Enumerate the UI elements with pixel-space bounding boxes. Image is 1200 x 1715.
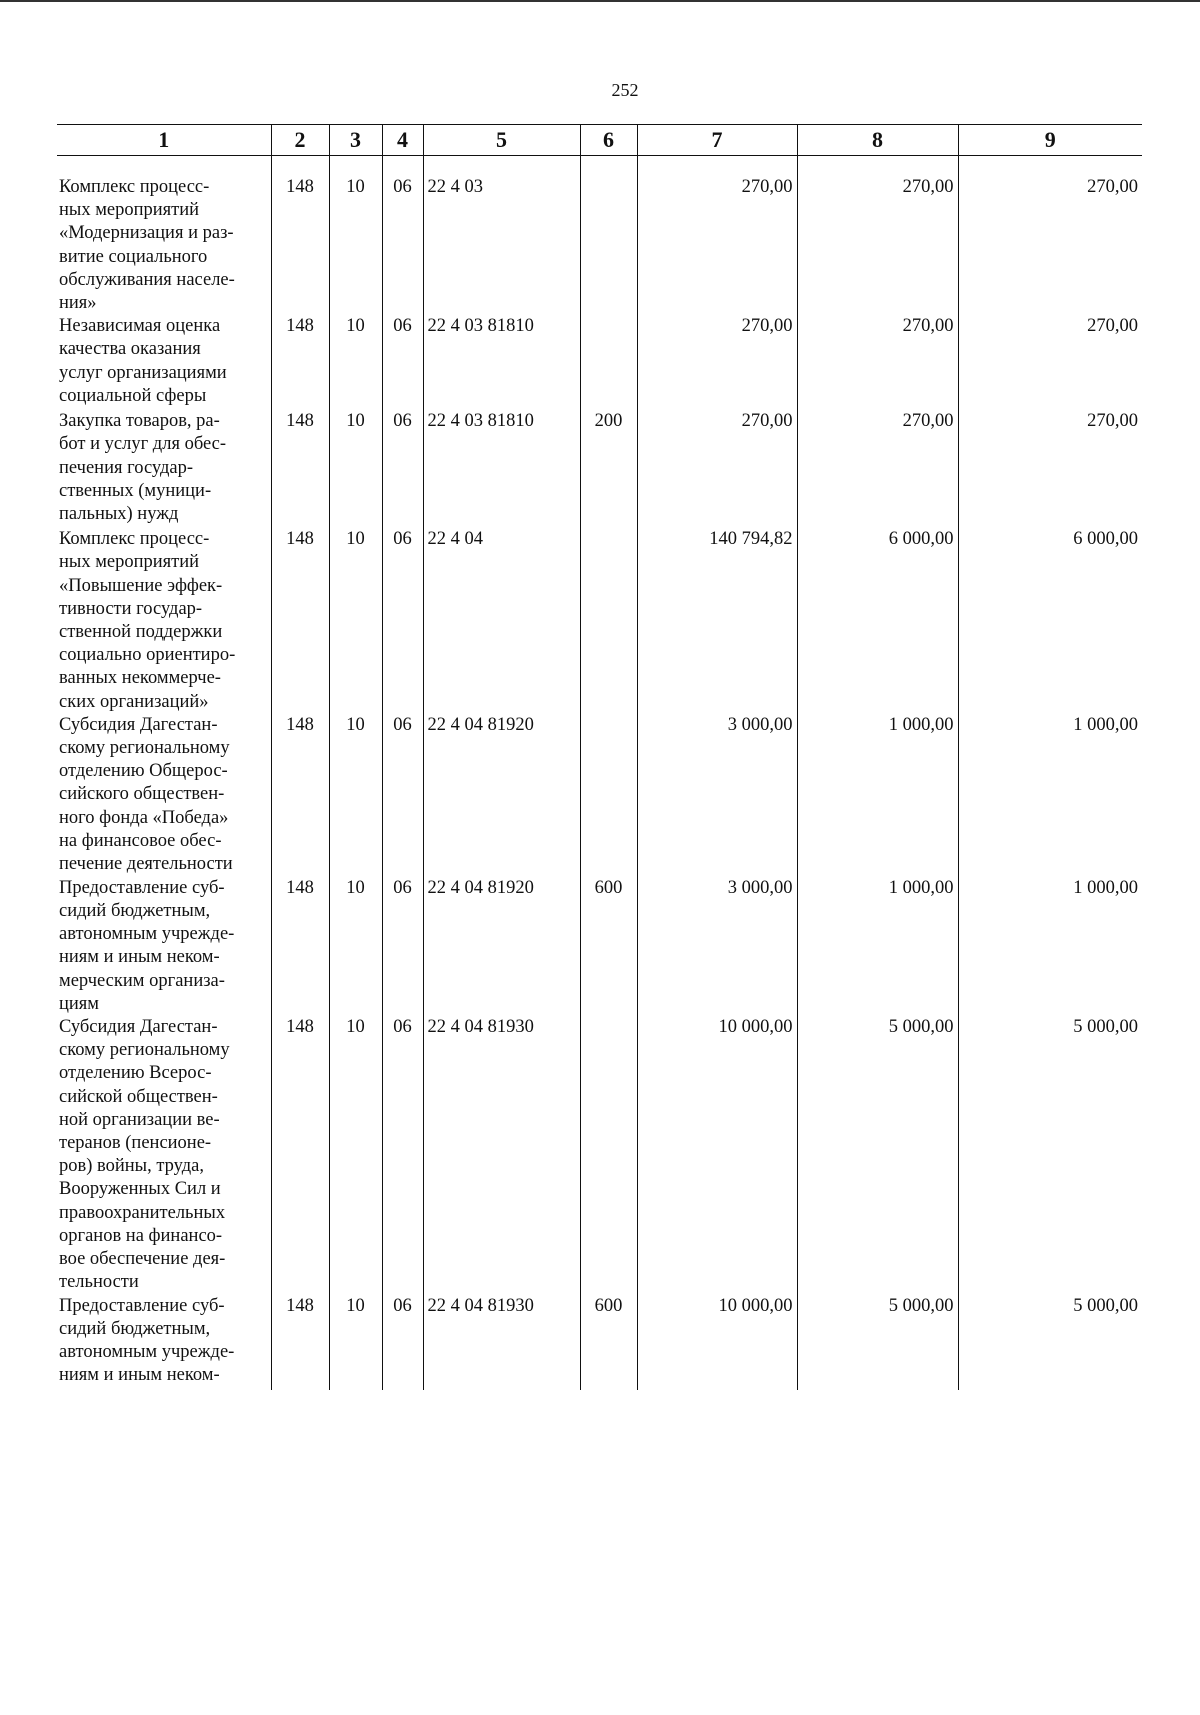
cell-col7: 3 000,00 (637, 877, 797, 1016)
header-row (57, 125, 1142, 156)
cell-col8: 1 000,00 (797, 877, 958, 1016)
table-row (57, 714, 1142, 877)
col-header-2: 2 (271, 125, 329, 156)
cell-col4: 06 (382, 315, 423, 410)
cell-col8: 270,00 (797, 315, 958, 410)
budget-table (57, 124, 1142, 1390)
cell-col8: 6 000,00 (797, 528, 958, 714)
row-name: Предоставление суб- сидий бюджетным, автономным учрежде- ниям и иным неком- мерческим организа- циям (59, 877, 235, 1014)
cell-col3: 10 (329, 877, 382, 1016)
cell-col7: 270,00 (637, 315, 797, 410)
cell-col7: 140 794,82 (637, 528, 797, 714)
col-header-1: 1 (57, 125, 271, 156)
table-row (57, 315, 1142, 410)
cell-col5: 22 4 04 81930 (423, 1016, 580, 1294)
cell-col7: 3 000,00 (637, 714, 797, 877)
cell-col9: 270,00 (958, 410, 1142, 528)
row-name: Комплекс процесс- ных мероприятий «Повышение эффек- тивности государ- ственной поддержки социально ориентиро- ванных некоммерче- ских организаций» (59, 529, 236, 712)
cell-col6 (580, 176, 637, 315)
cell-col9: 6 000,00 (958, 528, 1142, 714)
table-row (57, 1016, 1142, 1294)
cell-col2: 148 (271, 528, 329, 714)
cell-col8: 5 000,00 (797, 1295, 958, 1390)
cell-col7: 10 000,00 (637, 1295, 797, 1390)
cell-col7: 10 000,00 (637, 1016, 797, 1294)
cell-col8: 5 000,00 (797, 1016, 958, 1294)
cell-col3: 10 (329, 315, 382, 410)
cell-col4: 06 (382, 410, 423, 528)
cell-col6 (580, 315, 637, 410)
cell-col2: 148 (271, 714, 329, 877)
page-number: 252 (611, 80, 639, 100)
cell-col4: 06 (382, 176, 423, 315)
cell-col9: 270,00 (958, 315, 1142, 410)
cell-col4: 06 (382, 1295, 423, 1390)
table-row (57, 528, 1142, 714)
table-row (57, 877, 1142, 1016)
cell-col2: 148 (271, 1295, 329, 1390)
cell-col6: 200 (580, 410, 637, 528)
cell-col7: 270,00 (637, 176, 797, 315)
cell-col3: 10 (329, 1295, 382, 1390)
col-header-9: 9 (958, 125, 1142, 156)
cell-col4: 06 (382, 877, 423, 1016)
cell-col2: 148 (271, 1016, 329, 1294)
cell-col9: 1 000,00 (958, 714, 1142, 877)
col-header-3: 3 (329, 125, 382, 156)
cell-col4: 06 (382, 1016, 423, 1294)
cell-col5: 22 4 04 81920 (423, 877, 580, 1016)
cell-col3: 10 (329, 176, 382, 315)
cell-col9: 270,00 (958, 176, 1142, 315)
row-name: Субсидия Дагестан- скому региональному отделению Общерос- сийского обществен- ного фонда «Победа» на финансовое обес- печение деятельности (59, 714, 233, 875)
table-row (57, 410, 1142, 528)
cell-col6 (580, 714, 637, 877)
top-border-line (0, 0, 1200, 2)
cell-col5: 22 4 03 81810 (423, 410, 580, 528)
cell-col6: 600 (580, 1295, 637, 1390)
cell-col4: 06 (382, 714, 423, 877)
cell-col6: 600 (580, 877, 637, 1016)
cell-col2: 148 (271, 410, 329, 528)
row-name: Независимая оценка качества оказания услуг организациями социальной сферы (59, 316, 227, 406)
row-name: Субсидия Дагестан- скому региональному отделению Всерос- сийской обществен- ной организации ве- теранов (пенсионе- ров) войны, труда, Вооруженных Сил и правоохранительных органов на финансо- вое обеспечение дея- тельности (59, 1017, 230, 1293)
table-row (57, 176, 1142, 315)
col-header-4: 4 (382, 125, 423, 156)
cell-col6 (580, 528, 637, 714)
col-header-7: 7 (637, 125, 797, 156)
cell-col5: 22 4 03 81810 (423, 315, 580, 410)
cell-col5: 22 4 04 81930 (423, 1295, 580, 1390)
cell-col8: 1 000,00 (797, 714, 958, 877)
col-header-5: 5 (423, 125, 580, 156)
cell-col2: 148 (271, 315, 329, 410)
cell-col6 (580, 1016, 637, 1294)
row-name: Комплекс процесс- ных мероприятий «Модернизация и раз- витие социального обслуживания населе- ния» (59, 177, 235, 314)
cell-col5: 22 4 04 81920 (423, 714, 580, 877)
cell-col9: 5 000,00 (958, 1016, 1142, 1294)
cell-col2: 148 (271, 176, 329, 315)
cell-col5: 22 4 04 (423, 528, 580, 714)
cell-col8: 270,00 (797, 176, 958, 315)
cell-col3: 10 (329, 714, 382, 877)
table-row (57, 1295, 1142, 1390)
cell-col5: 22 4 03 (423, 176, 580, 315)
cell-col4: 06 (382, 528, 423, 714)
cell-col3: 10 (329, 1016, 382, 1294)
col-header-8: 8 (797, 125, 958, 156)
cell-col7: 270,00 (637, 410, 797, 528)
cell-col3: 10 (329, 410, 382, 528)
row-name: Предоставление суб- сидий бюджетным, автономным учрежде- ниям и иным неком- (59, 1295, 235, 1386)
cell-col9: 5 000,00 (958, 1295, 1142, 1390)
cell-col8: 270,00 (797, 410, 958, 528)
col-header-6: 6 (580, 125, 637, 156)
row-name: Закупка товаров, ра- бот и услуг для обес- печения государ- ственных (муници- пальных) нужд (59, 411, 227, 525)
cell-col2: 148 (271, 877, 329, 1016)
cell-col9: 1 000,00 (958, 877, 1142, 1016)
cell-col3: 10 (329, 528, 382, 714)
